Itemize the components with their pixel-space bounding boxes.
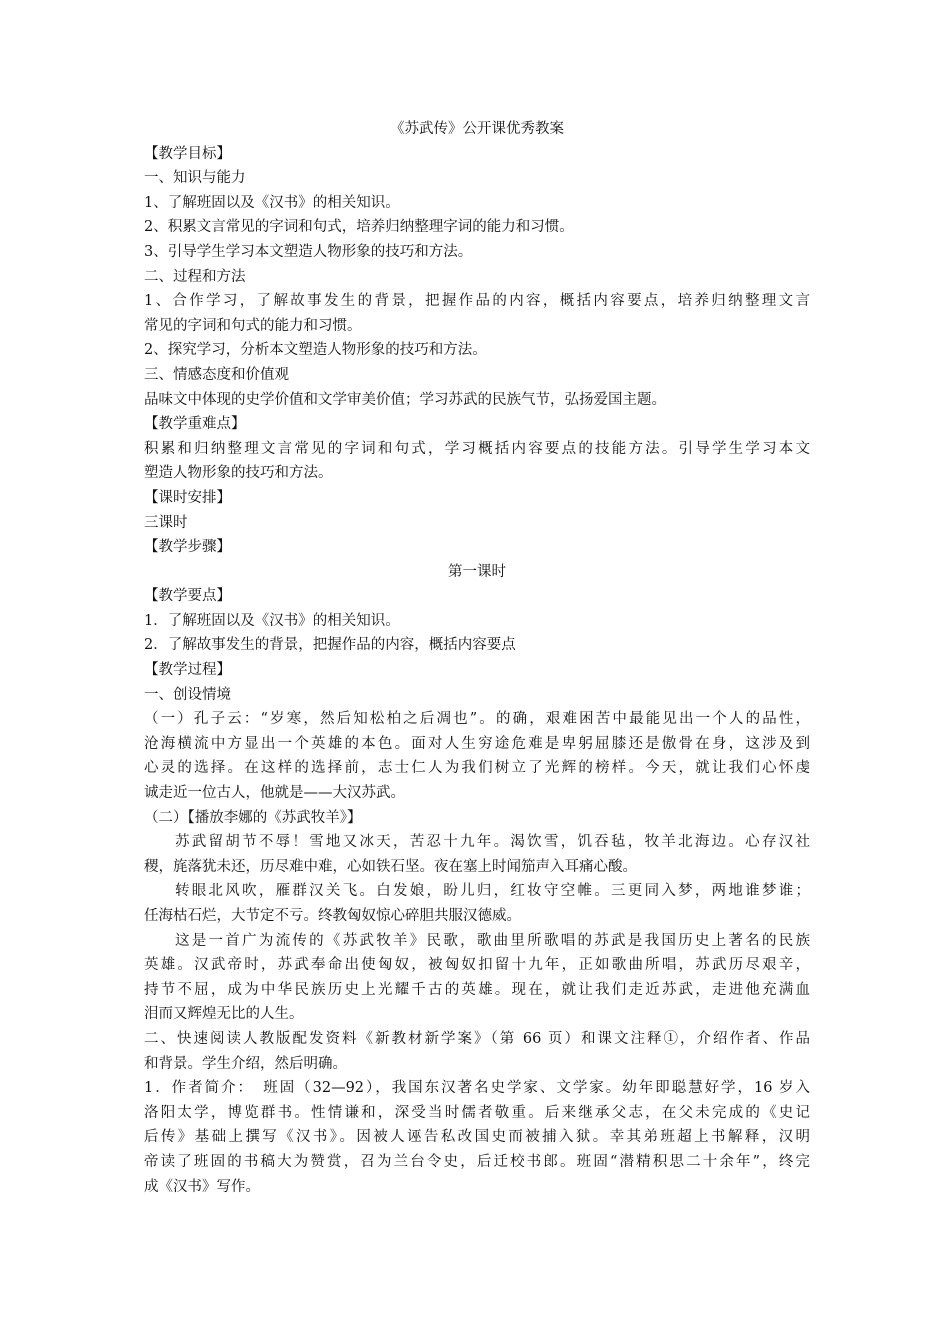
document-body bbox=[144, 142, 810, 1200]
text-line: 沧海横流中方显出一个英雄的本色。面对人生穷途危难是卑躬屈膝还是傲骨在身，这涉及到 bbox=[144, 735, 810, 752]
document-page bbox=[144, 117, 810, 1199]
text-line: 积累和归纳整理文言常见的字词和句式，学习概括内容要点的技能方法。引导学生学习本文 bbox=[144, 440, 810, 457]
text-line: 成《汉书》写作。 bbox=[144, 1178, 260, 1195]
text-line: 3、引导学生学习本文塑造人物形象的技巧和方法。 bbox=[144, 243, 473, 260]
text-line: （二）【播放李娜的《苏武牧羊》】 bbox=[144, 809, 362, 826]
text-line: 二、过程和方法 bbox=[144, 268, 246, 285]
text-line: 三课时 bbox=[144, 514, 188, 531]
text-line: 1、了解班固以及《汉书》的相关知识。 bbox=[144, 194, 400, 211]
text-line: 【教学过程】 bbox=[144, 662, 231, 679]
document-title: 《苏武传》公开课优秀教案 bbox=[390, 121, 564, 137]
text-line: 常见的字词和句式的能力和习惯。 bbox=[144, 317, 362, 334]
text-line: 【教学要点】 bbox=[144, 588, 231, 605]
text-line: 帝读了班固的书稿大为赞赏，召为兰台令史，后迁校书郎。班固“潜精积思二十余年”，终完 bbox=[144, 1153, 810, 1170]
text-line: 和背景。学生介绍，然后明确。 bbox=[144, 1055, 347, 1072]
text-line: 泪而又辉煌无比的人生。 bbox=[144, 1006, 304, 1023]
text-line: 心灵的选择。在这样的选择前，志士仁人为我们树立了光辉的榜样。今天，就让我们心怀虔 bbox=[144, 760, 810, 777]
text-line: 英雄。汉武帝时，苏武奉命出使匈奴，被匈奴扣留十九年，正如歌曲所唱，苏武历尽艰辛， bbox=[144, 957, 810, 974]
text-line: 第一课时 bbox=[448, 563, 506, 580]
text-line: 诚走近一位古人，他就是——大汉苏武。 bbox=[144, 785, 405, 802]
text-line: 1．作者简介： 班固（32—92），我国东汉著名史学家、文学家。幼年即聪慧好学，16 岁入 bbox=[144, 1080, 810, 1097]
text-line: 品味文中体现的史学价值和文学审美价值；学习苏武的民族气节，弘扬爱国主题。 bbox=[144, 391, 666, 408]
text-line: 这是一首广为流传的《苏武牧羊》民歌，歌曲里所歌唱的苏武是我国历史上著名的民族 bbox=[175, 932, 810, 949]
text-line: 1．了解班固以及《汉书》的相关知识。 bbox=[144, 612, 400, 629]
text-line: 一、知识与能力 bbox=[144, 170, 246, 187]
text-line: 二、快速阅读人教版配发资料《新教材新学案》（第 66 页）和课文注释①，介绍作者、作品 bbox=[144, 1030, 810, 1047]
text-line: 2、探究学习，分析本文塑造人物形象的技巧和方法。 bbox=[144, 342, 487, 359]
text-line: 任海枯石烂，大节定不亏。终教匈奴惊心碎胆共服汉德威。 bbox=[144, 908, 521, 924]
text-line: 【教学步骤】 bbox=[144, 539, 231, 556]
text-line: 一、创设情境 bbox=[144, 686, 231, 703]
text-line: 后传》基础上撰写《汉书》。因被人诬告私改国史而被捕入狱。幸其弟班超上书解释，汉明 bbox=[144, 1129, 810, 1146]
text-line: 2．了解故事发生的背景，把握作品的内容，概括内容要点 bbox=[144, 637, 516, 654]
text-line: 【教学目标】 bbox=[144, 145, 231, 162]
text-line: 塑造人物形象的技巧和方法。 bbox=[144, 465, 333, 482]
text-line: 1、合作学习，了解故事发生的背景，把握作品的内容，概括内容要点，培养归纳整理文言 bbox=[144, 293, 810, 310]
text-line: 洛阳太学，博览群书。性情谦和，深受当时儒者敬重。后来继承父志，在父未完成的《史记 bbox=[144, 1104, 810, 1121]
text-line: 【教学重难点】 bbox=[144, 416, 246, 433]
text-line: 稷，旄落犹未还，历尽难中难，心如铁石坚。夜在塞上时闻笳声入耳痛心酸。 bbox=[144, 858, 637, 875]
text-line: 2、积累文言常见的字词和句式，培养归纳整理字词的能力和习惯。 bbox=[144, 219, 574, 236]
text-line: （一）孔子云：“岁寒，然后知松柏之后凋也”。的确，艰难困苦中最能见出一个人的品性， bbox=[144, 711, 810, 728]
text-line: 三、情感态度和价值观 bbox=[144, 366, 289, 383]
text-line: 转眼北风吹，雁群汉关飞。白发娘，盼儿归，红妆守空帷。三更同入梦，两地谁梦谁； bbox=[175, 883, 810, 900]
text-line: 持节不屈，成为中华民族历史上光耀千古的英雄。现在，就让我们走近苏武，走进他充满血 bbox=[144, 981, 810, 998]
text-line: 苏武留胡节不辱！雪地又冰天，苦忍十九年。渴饮雪，饥吞毡，牧羊北海边。心存汉社 bbox=[175, 834, 810, 851]
text-line: 【课时安排】 bbox=[144, 489, 231, 506]
